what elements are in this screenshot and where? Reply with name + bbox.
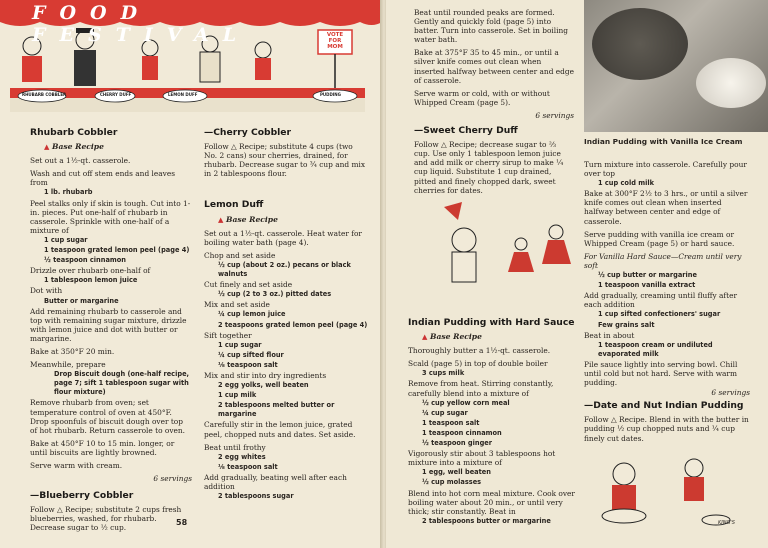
step: Peel stalks only if skin is tough. Cut into 1-in. pieces. Put one-half of rhubarb in casserole. Sprinkle with one-half of a mixture of <box>30 198 191 235</box>
variation-text: Follow △ Recipe; substitute 4 cups (two No. 2 cans) sour cherries, drained, for rhubarb. Decrease sugar to ¾ cup and mix in 2 tablespoons flour. <box>204 142 366 179</box>
ingredient: ½ cup (about 2 oz.) pecans or black walnuts <box>218 260 351 279</box>
recipe-title: Rhubarb Cobbler <box>30 127 118 138</box>
banner-title: FOOD FESTIVAL <box>32 2 251 46</box>
recipe-title: —Sweet Cherry Duff <box>414 125 518 137</box>
step: Serve warm with cream. <box>30 461 123 470</box>
ingredient: ½ cup yellow corn meal <box>422 398 510 407</box>
step: Cut finely and set aside <box>204 280 293 290</box>
ingredient: 1 teaspoon cream or undiluted evaporated milk <box>598 340 713 358</box>
base-recipe-text: Base Recipe <box>430 332 482 342</box>
pudding-photo <box>584 0 768 132</box>
step: Scald (page 5) in top of double boiler <box>408 359 548 369</box>
ingredient: ¼ cup sugar <box>422 408 468 417</box>
ingredient: ¼ cup lemon juice <box>218 310 286 319</box>
ingredient: 1 cup sugar <box>218 340 262 349</box>
ingredient: Butter or margarine <box>44 296 119 305</box>
servings: 6 servings <box>535 110 574 120</box>
ingredient: 1 teaspoon grated lemon peel (page 4) <box>44 246 190 255</box>
ingredient: 2 tablespoons melted butter or margarine <box>218 401 335 419</box>
ingredient: Drop Biscuit dough (one-half recipe, page 7; sift 1 tablespoon sugar with flour mixture) <box>54 370 190 397</box>
servings: 6 servings <box>153 474 192 484</box>
basket-label-3: LEMON DUFF <box>168 92 198 97</box>
step: Add gradually, beating well after each addition <box>204 472 347 491</box>
step: Pile sauce lightly into serving bowl. Chill until cold but not hard. Serve with warm pudding. <box>584 359 738 388</box>
ingredient: ¼ cup sifted flour <box>218 350 284 359</box>
step: Dot with <box>30 286 63 296</box>
pudding-bowl <box>592 8 688 80</box>
ingredient: ⅛ teaspoon salt <box>218 360 278 369</box>
step: Bake at 450°F 10 to 15 min. longer, or until biscuits are lightly browned. <box>30 438 175 457</box>
recipe-title: Lemon Duff <box>204 199 264 211</box>
ingredient: 1 egg, well beaten <box>422 468 491 477</box>
step: Chop and set aside <box>204 250 276 260</box>
step: Turn mixture into casserole. Carefully pour over top <box>584 160 747 179</box>
recipe-title: —Blueberry Cobbler <box>30 490 134 502</box>
variation-text: Follow △ Recipe; substitute 2 cups fresh blueberries, washed, for rhubarb. Decrease sugar to ½ cup. <box>30 505 182 533</box>
ingredient: 1 cup sifted confectioners' sugar <box>598 310 721 319</box>
step: Vigorously stir about 3 tablespoons hot mixture into a mixture of <box>408 449 556 468</box>
right-column-1 <box>414 8 574 199</box>
step: Blend into hot corn meal mixture. Cook over boiling water about 20 min., or until very thick; stir constantly. Beat in <box>408 488 575 516</box>
step: Serve warm or cold, with or without Whipped Cream (page 5). <box>414 88 550 107</box>
step: Set out a 1½-qt. casserole. <box>30 156 131 166</box>
step: Remove from heat. Stirring constantly, carefully blend into a mixture of <box>408 379 554 398</box>
photo-caption: Indian Pudding with Vanilla Ice Cream <box>584 137 743 146</box>
ingredient: Few grains salt <box>598 320 655 329</box>
basket-label-1: RHUBARB COBBLER <box>22 92 67 97</box>
ingredient: 1 cup cold milk <box>598 179 654 188</box>
ingredient: 2 egg yolks, well beaten <box>218 381 309 390</box>
rhubarb-column <box>30 128 192 537</box>
ingredient: 1 teaspoon vanilla extract <box>598 281 696 290</box>
step: Meanwhile, prepare <box>30 360 106 370</box>
ingredient: 2 egg whites <box>218 452 266 461</box>
step: Bake at 350°F 20 min. <box>30 346 115 356</box>
step: Drizzle over rhubarb one-half of <box>30 266 151 276</box>
food-festival-banner <box>0 0 382 118</box>
step: Add remaining rhubarb to casserole and top with remaining sugar mixture, drizzle with lemon juice and dot with butter or margarine. <box>30 306 187 343</box>
page-number: 58 <box>176 518 188 527</box>
illustrator-signature: KING'S <box>718 520 735 526</box>
vote-for-mom-sign: VOTE FOR MOM <box>326 32 344 50</box>
ingredient: 1 cup milk <box>218 391 257 400</box>
recipe-title: —Cherry Cobbler <box>204 127 292 138</box>
step: Wash and cut off stem ends and leaves from <box>30 169 176 188</box>
step: Beat until rounded peaks are formed. Gently and quickly fold (page 5) into batter. Turn into casserole. Set in boiling water bath. <box>414 8 569 45</box>
step: Beat until frothy <box>204 442 266 452</box>
step: Remove rhubarb from oven; set temperature control of oven at 450°F. Drop spoonfuls of biscuit dough over top of hot rhubarb. Return casserole to oven. <box>30 398 185 435</box>
right-page <box>386 0 768 548</box>
left-page <box>0 0 382 548</box>
ingredient: 2 tablespoons sugar <box>218 492 294 501</box>
chef-chase-illustration <box>416 192 576 292</box>
step: Sift together <box>204 330 252 340</box>
ingredient: 2 tablespoons butter or margarine <box>422 516 551 525</box>
step: Mix and set aside <box>204 300 270 310</box>
step: Bake at 300°F 2½ to 3 hrs., or until a silver knife comes out clean when inserted halfway between center and edge of casserole. <box>584 189 748 226</box>
ingredient: 1 lb. rhubarb <box>44 188 93 197</box>
step: Add gradually, creaming until fluffy after each addition <box>584 291 738 310</box>
step: Set out a 1½-qt. casserole. Heat water for boiling water bath (page 4). <box>204 228 362 247</box>
triangle-icon: ▲ <box>422 332 428 342</box>
basket-label-4: PUDDING <box>320 92 341 97</box>
step: Thoroughly butter a 1½-qt. casserole. <box>408 346 551 356</box>
ingredient: 1 cup sugar <box>44 235 88 244</box>
step: Bake at 375°F 35 to 45 min., or until a silver knife comes out clean when inserted halfway between center and edge of casserole. <box>414 48 574 85</box>
ingredient: 1 tablespoon lemon juice <box>44 276 138 285</box>
variation-text: Follow △ Recipe; decrease sugar to ⅔ cup. Use only 1 tablespoon lemon juice and add milk or cherry sirup to make ¼ cup liquid. Substitute 1 cup drained, pitted and finely chopped dark, sweet cherries for dates. <box>414 140 564 195</box>
ingredient: 1 teaspoon cinnamon <box>422 428 502 437</box>
servings: 6 servings <box>711 388 750 398</box>
base-recipe-label <box>422 332 576 341</box>
ingredient: ½ cup butter or margarine <box>598 271 697 280</box>
step: Mix and stir into dry ingredients <box>204 370 327 380</box>
ingredient: 1 teaspoon salt <box>422 418 480 427</box>
recipe-title: —Date and Nut Indian Pudding <box>584 400 744 412</box>
triangle-icon: ▲ <box>44 142 50 152</box>
ingredient: ½ teaspoon ginger <box>422 439 493 448</box>
ingredient: ⅛ teaspoon salt <box>218 462 278 471</box>
ingredient: ½ cup molasses <box>422 478 482 487</box>
indian-pudding-column <box>408 318 576 527</box>
ingredient: 2 teaspoons grated lemon peel (page 4) <box>218 320 368 329</box>
step: Serve pudding with vanilla ice cream or Whipped Cream (page 5) or hard sauce. <box>584 229 735 248</box>
cherry-lemon-column <box>204 128 368 502</box>
ingredient: ½ teaspoon cinnamon <box>44 256 126 265</box>
basket-label-2: CHERRY DUFF <box>100 92 132 97</box>
ice-cream-scoop <box>696 58 766 108</box>
base-recipe-text: Base Recipe <box>226 214 278 224</box>
step: Beat in about <box>584 330 635 340</box>
base-recipe-label <box>44 142 192 151</box>
step: For Vanilla Hard Sauce—Cream until very soft <box>584 251 742 270</box>
base-recipe-text: Base Recipe <box>52 142 104 152</box>
base-recipe-label <box>218 215 368 224</box>
ingredient: 3 cups milk <box>422 369 465 378</box>
step: Carefully stir in the lemon juice, grated peel, chopped nuts and dates. Set aside. <box>204 420 356 439</box>
recipe-title: Indian Pudding with Hard Sauce <box>408 317 575 328</box>
variation-text: Follow △ Recipe. Blend in with the butter in pudding ½ cup chopped nuts and ¼ cup finely cut dates. <box>584 415 749 443</box>
ingredient: ½ cup (2 to 3 oz.) pitted dates <box>218 290 332 299</box>
triangle-icon: ▲ <box>218 214 224 224</box>
right-column-2 <box>584 160 750 447</box>
